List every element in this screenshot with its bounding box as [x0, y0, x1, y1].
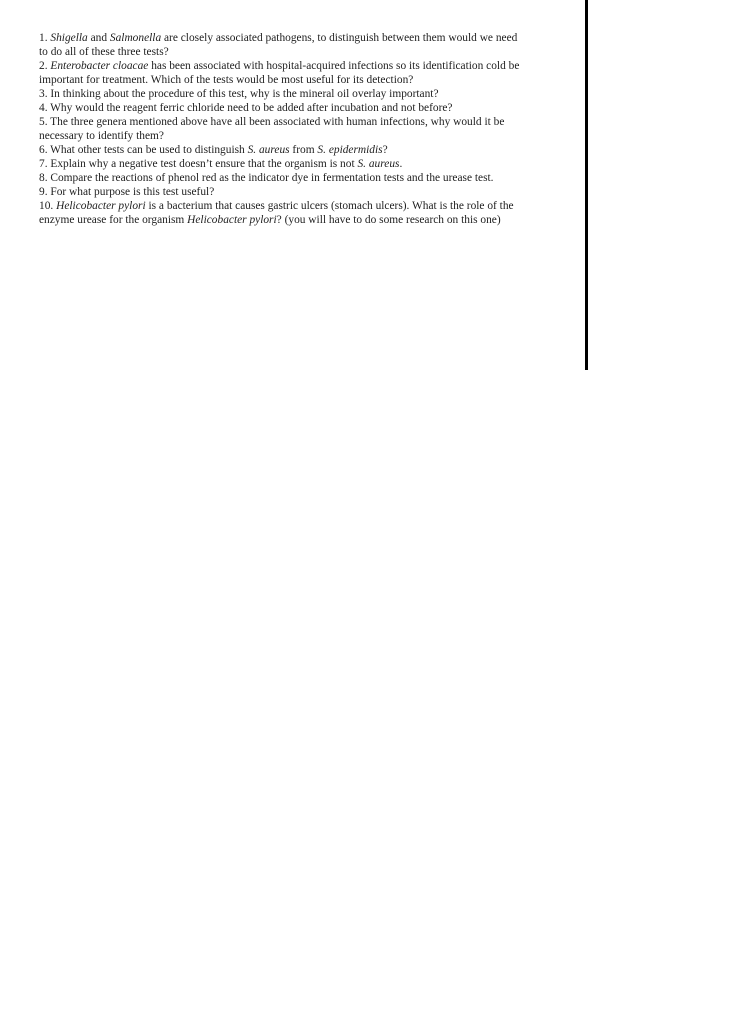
- question-7: [39, 157, 529, 171]
- question-9-text: 9. For what purpose is this test useful?: [39, 186, 215, 198]
- question-4: [39, 101, 529, 115]
- question-3-text: 3. In thinking about the procedure of this test, why is the mineral oil overlay important?: [39, 88, 439, 100]
- question-8: [39, 171, 529, 185]
- question-6: [39, 143, 529, 157]
- question-1-italic: Salmonella: [109, 32, 162, 44]
- question-7-part: 7. Explain why a negative test doesn’t ensure that the organism is not: [39, 158, 358, 170]
- question-2-part: 2.: [39, 60, 51, 72]
- question-5-text: 5. The three genera mentioned above have all been associated with human infections, why would it be necessary to identify them?: [39, 116, 505, 142]
- question-list: [39, 31, 529, 227]
- question-10-italic: Helicobacter pylori: [56, 200, 146, 212]
- question-10-part: 10.: [39, 200, 57, 212]
- question-10: [39, 199, 529, 227]
- question-3: [39, 87, 529, 101]
- question-10-italic: Helicobacter pylori: [187, 214, 277, 226]
- question-5: [39, 115, 529, 143]
- question-10-part: ? (you will have to do some research on this one): [276, 214, 501, 226]
- question-6-part: ?: [382, 144, 388, 156]
- question-1-part: 1.: [39, 32, 51, 44]
- question-6-part: 6. What other tests can be used to distinguish: [39, 144, 248, 156]
- question-1-part: are closely associated pathogens, to distinguish between them would we need to do all of these three tests?: [39, 32, 518, 58]
- vertical-divider-line: [585, 0, 588, 370]
- question-10-part: is a bacterium that causes gastric ulcers (stomach ulcers). What is the role of the enzyme urease for the organism: [39, 200, 514, 226]
- question-2-part: has been associated with hospital-acquired infections so its identification cold be important for treatment. Which of the tests would be most useful for its detection?: [39, 60, 520, 86]
- question-1: [39, 31, 529, 59]
- question-1-part: and: [87, 32, 110, 44]
- question-6-italic: S. aureus: [247, 144, 290, 156]
- question-6-part: from: [289, 144, 318, 156]
- question-8-text: 8. Compare the reactions of phenol red as the indicator dye in fermentation tests and the urease test.: [39, 172, 494, 184]
- question-2-italic: Enterobacter cloacae: [50, 60, 149, 72]
- question-6-italic: S. epidermidis: [317, 144, 383, 156]
- question-7-part: .: [399, 158, 403, 170]
- question-4-text: 4. Why would the reagent ferric chloride need to be added after incubation and not before?: [39, 102, 453, 114]
- question-2: [39, 59, 529, 87]
- question-9: [39, 185, 529, 199]
- question-7-italic: S. aureus: [357, 158, 400, 170]
- question-1-italic: Shigella: [50, 32, 88, 44]
